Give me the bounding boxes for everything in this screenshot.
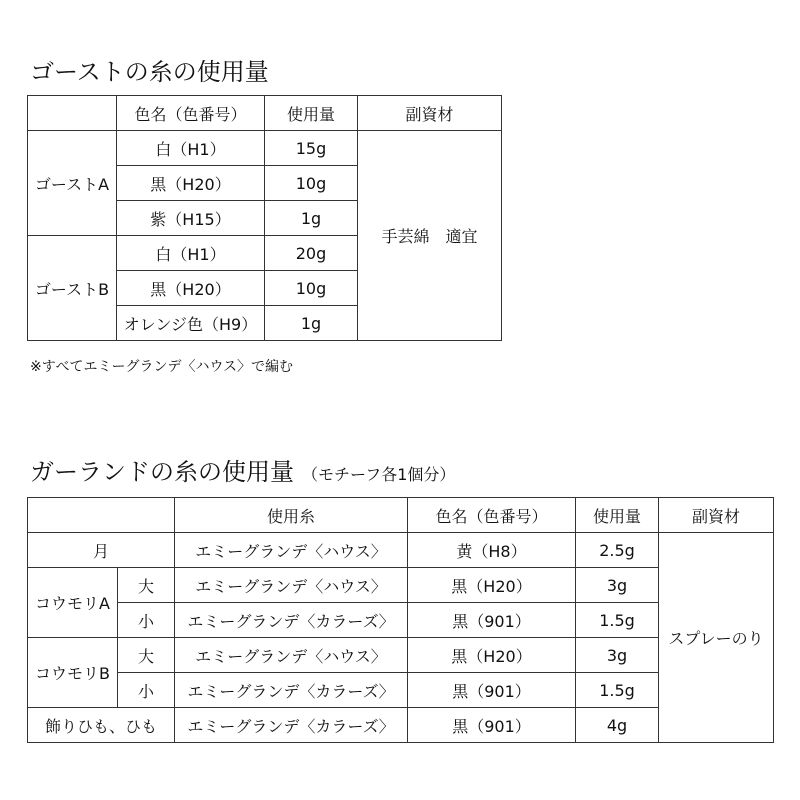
strings-name: 飾りひも、ひも <box>28 708 175 743</box>
garland-title: ガーランドの糸の使用量 <box>30 458 294 486</box>
ghost-b-name: ゴーストB <box>28 236 117 341</box>
moon-name: 月 <box>28 533 175 568</box>
ghost-header-amount: 使用量 <box>265 96 358 131</box>
ghost-color-cell: 白（H1） <box>117 236 265 271</box>
size-cell: 大 <box>118 638 175 673</box>
ghost-color-cell: オレンジ色（H9） <box>117 306 265 341</box>
garland-color-cell: 黒（901） <box>408 673 576 708</box>
ghost-header-materials: 副資材 <box>358 96 502 131</box>
ghost-header-blank <box>28 96 117 131</box>
garland-amount-cell: 2.5g <box>576 533 659 568</box>
bat-a-name: コウモリA <box>28 568 118 638</box>
size-cell: 小 <box>118 673 175 708</box>
garland-header-amount: 使用量 <box>576 498 659 533</box>
ghost-amount-cell: 10g <box>265 271 358 306</box>
garland-amount-cell: 1.5g <box>576 603 659 638</box>
garland-yarn-cell: エミーグランデ〈カラーズ〉 <box>175 603 408 638</box>
ghost-materials-cell: 手芸綿 適宜 <box>358 131 502 341</box>
garland-amount-cell: 1.5g <box>576 673 659 708</box>
garland-header-yarn: 使用糸 <box>175 498 408 533</box>
garland-color-cell: 黒（H20） <box>408 568 576 603</box>
garland-amount-cell: 3g <box>576 568 659 603</box>
garland-yarn-cell: エミーグランデ〈ハウス〉 <box>175 568 408 603</box>
garland-header-color: 色名（色番号） <box>408 498 576 533</box>
ghost-amount-cell: 15g <box>265 131 358 166</box>
garland-yarn-table <box>27 497 774 743</box>
ghost-amount-cell: 20g <box>265 236 358 271</box>
ghost-amount-cell: 10g <box>265 166 358 201</box>
garland-amount-cell: 3g <box>576 638 659 673</box>
ghost-a-name: ゴーストA <box>28 131 117 236</box>
garland-color-cell: 黒（901） <box>408 708 576 743</box>
ghost-color-cell: 紫（H15） <box>117 201 265 236</box>
size-cell: 大 <box>118 568 175 603</box>
garland-yarn-cell: エミーグランデ〈カラーズ〉 <box>175 673 408 708</box>
garland-color-cell: 黄（H8） <box>408 533 576 568</box>
garland-yarn-cell: エミーグランデ〈カラーズ〉 <box>175 708 408 743</box>
garland-header-materials: 副資材 <box>659 498 774 533</box>
ghost-header-color: 色名（色番号） <box>117 96 265 131</box>
ghost-amount-cell: 1g <box>265 201 358 236</box>
garland-materials-cell: スプレーのり <box>659 533 774 743</box>
ghost-amount-cell: 1g <box>265 306 358 341</box>
table-row <box>28 533 774 568</box>
size-cell: 小 <box>118 603 175 638</box>
ghost-note: ※すべてエミーグランデ〈ハウス〉で編む <box>30 359 294 375</box>
garland-yarn-cell: エミーグランデ〈ハウス〉 <box>175 638 408 673</box>
garland-color-cell: 黒（901） <box>408 603 576 638</box>
ghost-color-cell: 黒（H20） <box>117 166 265 201</box>
ghost-yarn-table <box>27 95 502 341</box>
ghost-color-cell: 黒（H20） <box>117 271 265 306</box>
garland-color-cell: 黒（H20） <box>408 638 576 673</box>
garland-header-blank <box>28 498 175 533</box>
garland-yarn-cell: エミーグランデ〈ハウス〉 <box>175 533 408 568</box>
ghost-color-cell: 白（H1） <box>117 131 265 166</box>
garland-title-wrap <box>30 452 455 487</box>
garland-amount-cell: 4g <box>576 708 659 743</box>
bat-b-name: コウモリB <box>28 638 118 708</box>
table-row <box>28 131 502 166</box>
garland-subtitle: （モチーフ各1個分） <box>302 465 456 484</box>
ghost-title: ゴーストの糸の使用量 <box>30 58 269 86</box>
